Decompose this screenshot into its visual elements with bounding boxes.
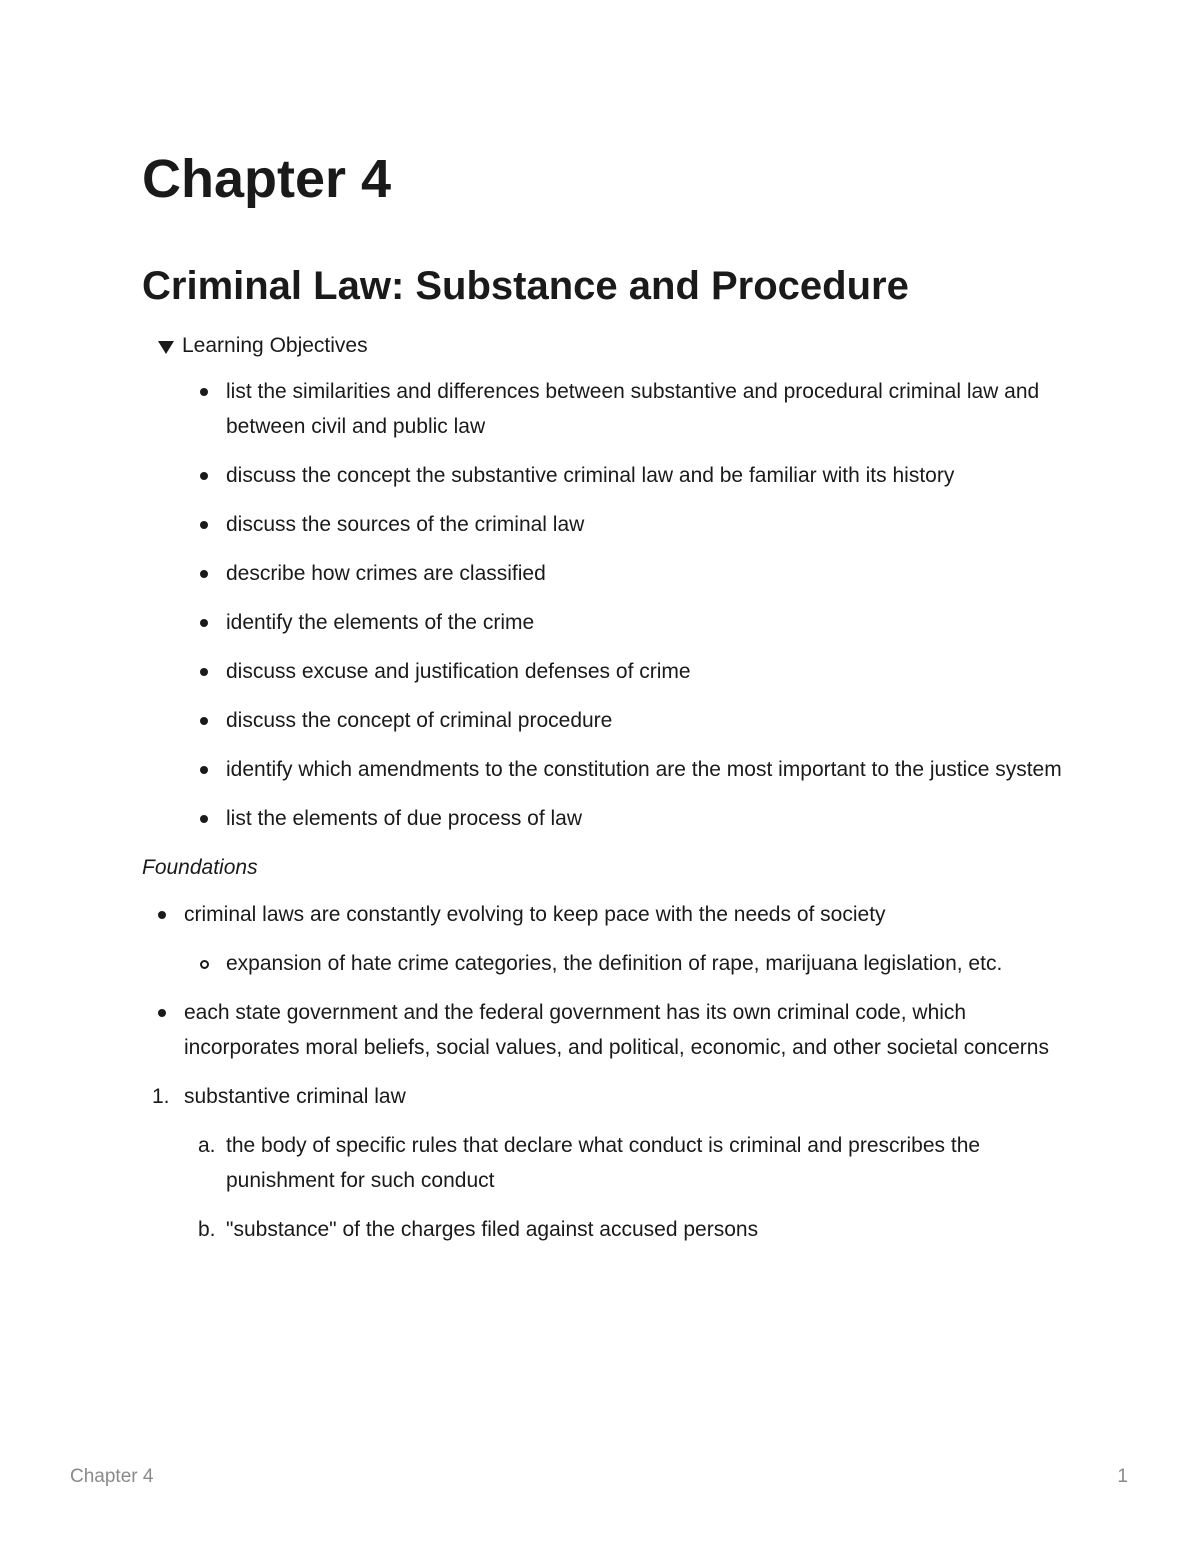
list-item: expansion of hate crime categories, the definition of rape, marijuana legislation, etc. xyxy=(184,946,1062,981)
bullet-icon xyxy=(158,1009,166,1017)
numbered-list xyxy=(142,1079,1062,1247)
list-letter: a. xyxy=(198,1134,216,1157)
bullet-icon xyxy=(200,521,208,529)
list-letter: b. xyxy=(198,1218,216,1241)
list-item: describe how crimes are classified xyxy=(142,556,1062,591)
foundations-heading: Foundations xyxy=(142,856,258,879)
objectives-list xyxy=(142,374,1062,836)
list-item: discuss the sources of the criminal law xyxy=(142,507,1062,542)
list-item: list the similarities and differences between substantive and procedural criminal law and between civil and public law xyxy=(142,374,1062,444)
list-item: list the elements of due process of law xyxy=(142,801,1062,836)
hollow-bullet-icon xyxy=(200,960,209,969)
chapter-title: Chapter 4 xyxy=(142,149,392,209)
list-item: 1. substantive criminal law a. the body of specific rules that declare what conduct is criminal and prescribes the punishment for such conduct b. "substance" of the charges filed against accused persons xyxy=(142,1079,1062,1247)
footer-page-number: 1 xyxy=(1117,1466,1128,1487)
bullet-icon xyxy=(200,619,208,627)
list-item: each state government and the federal government has its own criminal code, which incorporates moral beliefs, social values, and political, economic, and other societal concerns xyxy=(142,995,1062,1065)
bullet-icon xyxy=(200,668,208,676)
alpha-list xyxy=(184,1128,1062,1247)
list-item: discuss the concept the substantive criminal law and be familiar with its history xyxy=(142,458,1062,493)
list-item: a. the body of specific rules that declare what conduct is criminal and prescribes the punishment for such conduct xyxy=(184,1128,1062,1198)
triangle-down-icon[interactable] xyxy=(158,341,174,354)
footer-chapter-label: Chapter 4 xyxy=(70,1466,154,1487)
bullet-icon xyxy=(200,717,208,725)
page-content xyxy=(142,148,1062,1261)
foundations-list xyxy=(142,897,1062,1065)
list-item: discuss the concept of criminal procedure xyxy=(142,703,1062,738)
list-item: identify which amendments to the constitution are the most important to the justice system xyxy=(142,752,1062,787)
list-number: 1. xyxy=(152,1085,170,1108)
bullet-icon xyxy=(200,472,208,480)
section-title: Criminal Law: Substance and Procedure xyxy=(142,264,909,308)
sub-list xyxy=(184,946,1062,981)
list-item: identify the elements of the crime xyxy=(142,605,1062,640)
list-item: b. "substance" of the charges filed against accused persons xyxy=(184,1212,1062,1247)
list-item: criminal laws are constantly evolving to keep pace with the needs of society expansion of hate crime categories, the definition of rape, marijuana legislation, etc. xyxy=(142,897,1062,981)
list-item: discuss excuse and justification defenses of crime xyxy=(142,654,1062,689)
toggle-label: Learning Objectives xyxy=(182,334,368,357)
bullet-icon xyxy=(200,388,208,396)
bullet-icon xyxy=(200,766,208,774)
bullet-icon xyxy=(158,911,166,919)
bullet-icon xyxy=(200,815,208,823)
bullet-icon xyxy=(200,570,208,578)
learning-objectives-toggle[interactable] xyxy=(158,332,1062,360)
